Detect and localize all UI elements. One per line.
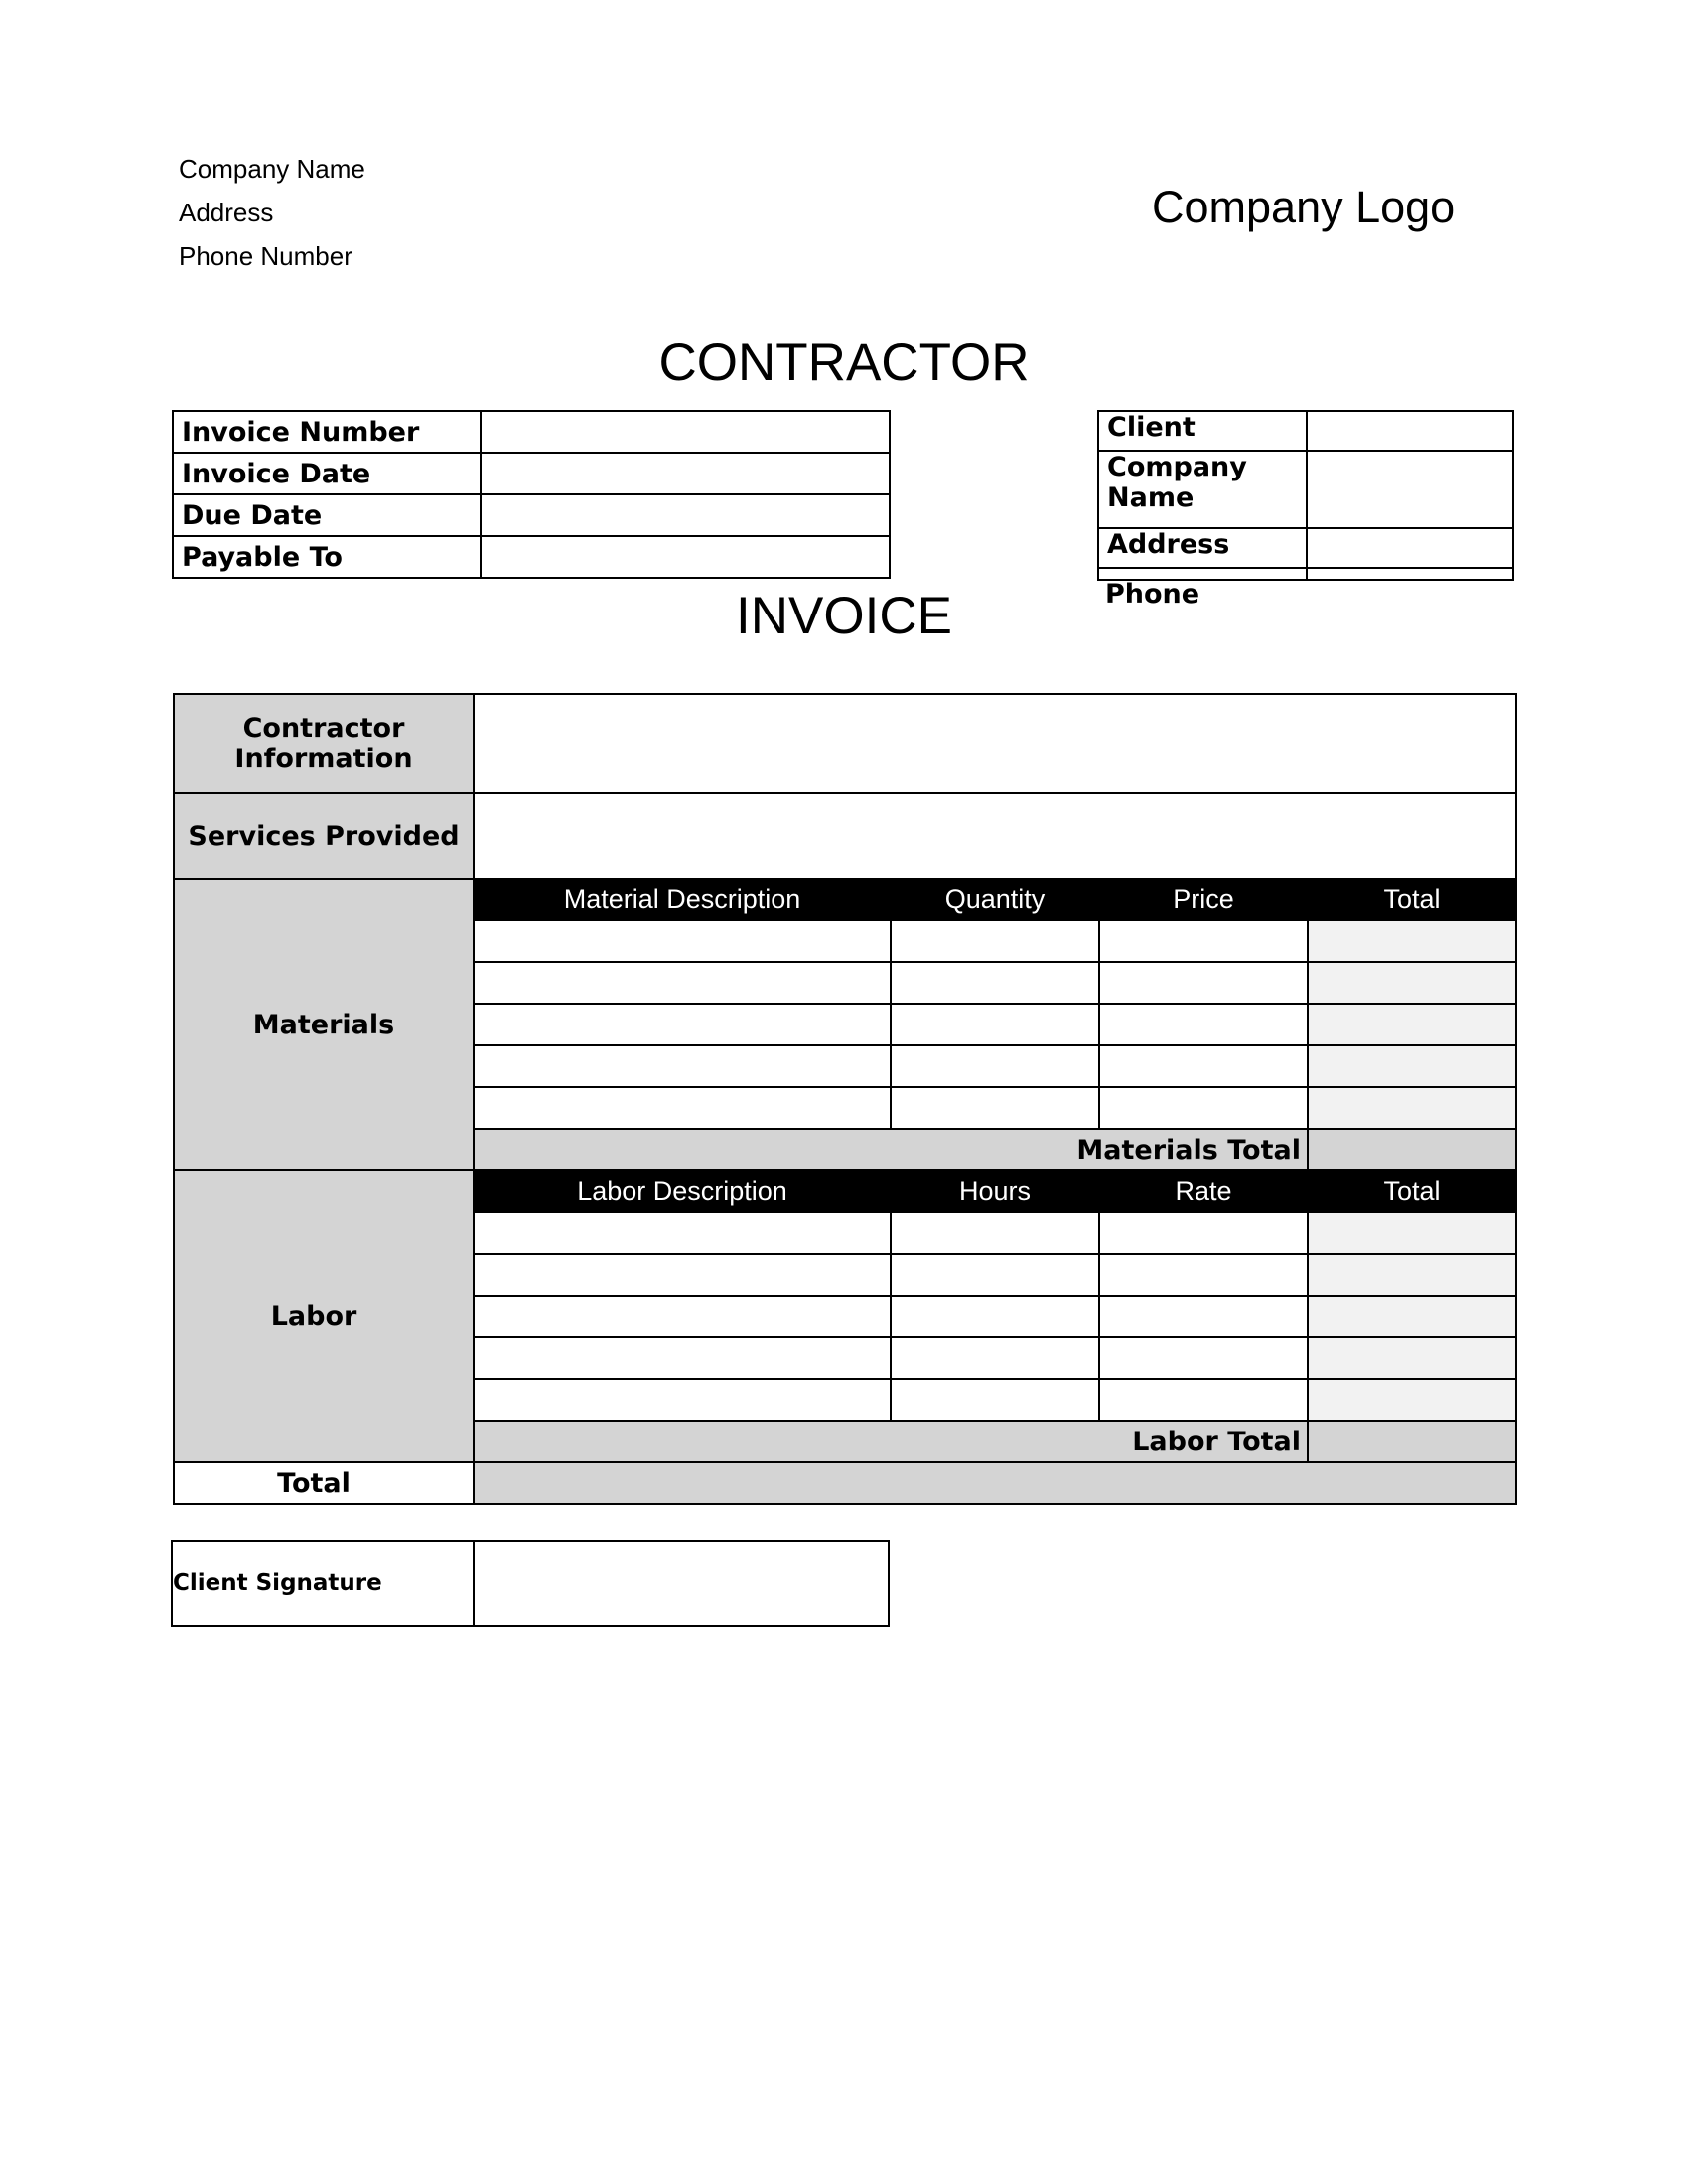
company-phone: Phone Number bbox=[179, 241, 352, 271]
contractor-information-field[interactable] bbox=[474, 694, 1516, 793]
client-signature-label: Client Signature bbox=[172, 1541, 474, 1626]
payable-to-label: Payable To bbox=[173, 536, 481, 578]
material-description-header: Material Description bbox=[474, 879, 891, 920]
invoice-date-field[interactable] bbox=[481, 453, 890, 494]
title-contractor: CONTRACTOR bbox=[658, 334, 1030, 392]
labor-section-label: Labor bbox=[174, 1170, 474, 1462]
labor-hours-cell[interactable] bbox=[891, 1379, 1099, 1421]
due-date-label: Due Date bbox=[173, 494, 481, 536]
labor-description-cell[interactable] bbox=[474, 1296, 891, 1337]
invoice-line-items-table bbox=[173, 693, 1517, 1505]
grand-total-value bbox=[474, 1462, 1516, 1504]
labor-total-value bbox=[1308, 1421, 1516, 1462]
client-company-name-field[interactable] bbox=[1307, 451, 1513, 528]
services-provided-field[interactable] bbox=[474, 793, 1516, 879]
services-provided-label: Services Provided bbox=[174, 793, 474, 879]
material-quantity-header: Quantity bbox=[891, 879, 1099, 920]
company-name: Company Name bbox=[179, 154, 365, 184]
material-price-cell[interactable] bbox=[1099, 920, 1308, 962]
material-total-cell bbox=[1308, 1045, 1516, 1087]
grand-total-label: Total bbox=[174, 1462, 474, 1504]
labor-hours-header: Hours bbox=[891, 1170, 1099, 1212]
labor-rate-cell[interactable] bbox=[1099, 1212, 1308, 1254]
labor-rate-cell[interactable] bbox=[1099, 1379, 1308, 1421]
materials-section-label: Materials bbox=[174, 879, 474, 1170]
material-price-header: Price bbox=[1099, 879, 1308, 920]
materials-total-label: Materials Total bbox=[474, 1129, 1308, 1170]
material-description-cell[interactable] bbox=[474, 920, 891, 962]
labor-rate-cell[interactable] bbox=[1099, 1296, 1308, 1337]
labor-total-cell bbox=[1308, 1337, 1516, 1379]
client-phone-field[interactable] bbox=[1307, 568, 1513, 580]
labor-total-cell bbox=[1308, 1212, 1516, 1254]
material-total-cell bbox=[1308, 920, 1516, 962]
labor-description-cell[interactable] bbox=[474, 1212, 891, 1254]
client-address-label: Address bbox=[1098, 528, 1307, 568]
labor-total-cell bbox=[1308, 1379, 1516, 1421]
material-total-cell bbox=[1308, 962, 1516, 1004]
labor-description-cell[interactable] bbox=[474, 1337, 891, 1379]
labor-hours-cell[interactable] bbox=[891, 1254, 1099, 1296]
labor-total-cell bbox=[1308, 1254, 1516, 1296]
invoice-number-row bbox=[173, 411, 890, 453]
invoice-info-table bbox=[172, 410, 891, 579]
client-phone-label: Phone bbox=[1105, 579, 1200, 610]
payable-to-field[interactable] bbox=[481, 536, 890, 578]
labor-total-cell bbox=[1308, 1296, 1516, 1337]
invoice-date-row bbox=[173, 453, 890, 494]
material-price-cell[interactable] bbox=[1099, 1004, 1308, 1045]
material-price-cell[interactable] bbox=[1099, 1087, 1308, 1129]
due-date-field[interactable] bbox=[481, 494, 890, 536]
labor-total-header: Total bbox=[1308, 1170, 1516, 1212]
material-price-cell[interactable] bbox=[1099, 1045, 1308, 1087]
labor-total-label: Labor Total bbox=[474, 1421, 1308, 1462]
signature-table bbox=[171, 1540, 890, 1627]
material-description-cell[interactable] bbox=[474, 1004, 891, 1045]
client-info-table bbox=[1097, 410, 1514, 581]
material-price-cell[interactable] bbox=[1099, 962, 1308, 1004]
material-quantity-cell[interactable] bbox=[891, 920, 1099, 962]
company-address: Address bbox=[179, 198, 274, 227]
client-signature-field[interactable] bbox=[474, 1541, 889, 1626]
labor-hours-cell[interactable] bbox=[891, 1212, 1099, 1254]
material-total-cell bbox=[1308, 1004, 1516, 1045]
client-label: Client bbox=[1098, 411, 1307, 451]
due-date-row bbox=[173, 494, 890, 536]
labor-description-cell[interactable] bbox=[474, 1379, 891, 1421]
invoice-number-field[interactable] bbox=[481, 411, 890, 453]
client-address-field[interactable] bbox=[1307, 528, 1513, 568]
client-field[interactable] bbox=[1307, 411, 1513, 451]
labor-hours-cell[interactable] bbox=[891, 1337, 1099, 1379]
labor-description-header: Labor Description bbox=[474, 1170, 891, 1212]
invoice-number-label: Invoice Number bbox=[173, 411, 481, 453]
payable-to-row bbox=[173, 536, 890, 578]
labor-hours-cell[interactable] bbox=[891, 1296, 1099, 1337]
labor-rate-cell[interactable] bbox=[1099, 1254, 1308, 1296]
material-quantity-cell[interactable] bbox=[891, 1004, 1099, 1045]
material-total-cell bbox=[1308, 1087, 1516, 1129]
material-description-cell[interactable] bbox=[474, 1087, 891, 1129]
title-invoice: INVOICE bbox=[736, 587, 952, 645]
contractor-information-label: Contractor Information bbox=[174, 694, 474, 793]
material-description-cell[interactable] bbox=[474, 1045, 891, 1087]
labor-rate-header: Rate bbox=[1099, 1170, 1308, 1212]
material-quantity-cell[interactable] bbox=[891, 1087, 1099, 1129]
material-quantity-cell[interactable] bbox=[891, 1045, 1099, 1087]
labor-rate-cell[interactable] bbox=[1099, 1337, 1308, 1379]
material-description-cell[interactable] bbox=[474, 962, 891, 1004]
client-company-name-label: Company Name bbox=[1098, 451, 1307, 528]
materials-total-value bbox=[1308, 1129, 1516, 1170]
invoice-date-label: Invoice Date bbox=[173, 453, 481, 494]
company-logo-placeholder: Company Logo bbox=[1152, 182, 1456, 232]
material-total-header: Total bbox=[1308, 879, 1516, 920]
labor-description-cell[interactable] bbox=[474, 1254, 891, 1296]
material-quantity-cell[interactable] bbox=[891, 962, 1099, 1004]
